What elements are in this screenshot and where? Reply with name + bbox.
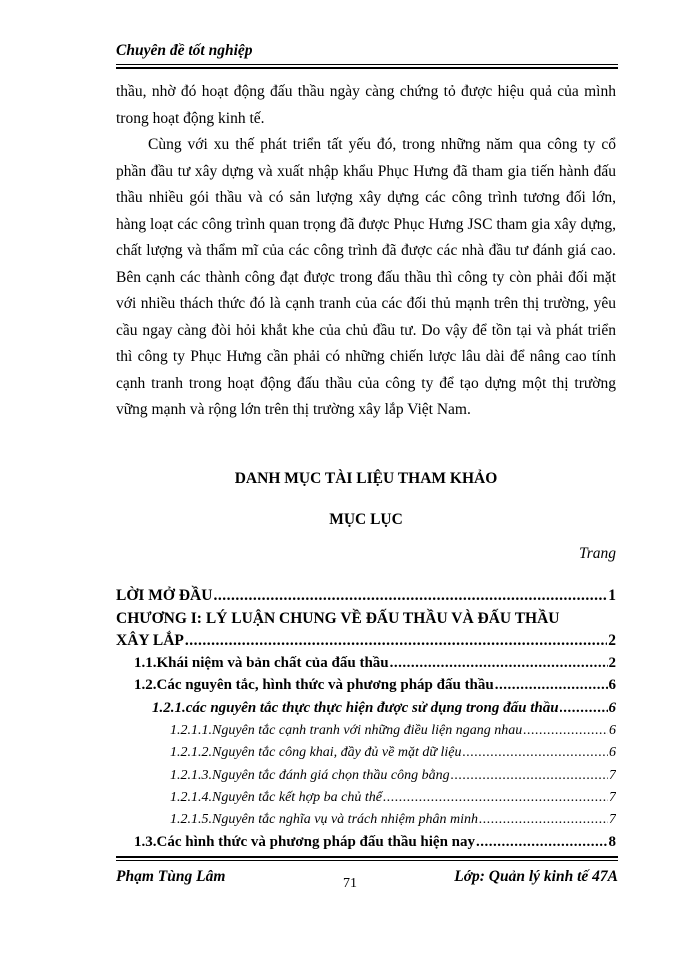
toc-entry-page: 6 bbox=[608, 699, 616, 716]
toc-entry-line1[interactable] bbox=[116, 605, 616, 627]
toc-entry[interactable] bbox=[116, 761, 616, 783]
toc-leader bbox=[462, 745, 608, 761]
toc-entry[interactable] bbox=[116, 650, 616, 672]
toc-entry[interactable] bbox=[116, 717, 616, 739]
toc-entry[interactable] bbox=[116, 628, 616, 650]
header-rule-top bbox=[116, 64, 618, 65]
toc-entry-page: 6 bbox=[609, 745, 616, 761]
toc-entry-page: 1 bbox=[608, 587, 616, 605]
toc-entry-title: 1.2.Các nguyên tắc, hình thức và phương pháp đấu thầu bbox=[134, 677, 494, 694]
toc-entry-title: 1.2.1.5.Nguyên tắc nghĩa vụ và trách nhiệm phân minh bbox=[170, 812, 478, 828]
running-header: Chuyên đề tốt nghiệp bbox=[116, 42, 253, 59]
footer-class: Lớp: Quản lý kinh tế 47A bbox=[454, 868, 618, 885]
toc-leader bbox=[390, 655, 608, 672]
toc-entry[interactable] bbox=[116, 694, 616, 716]
toc-entry[interactable] bbox=[116, 739, 616, 761]
toc-leader bbox=[213, 587, 607, 605]
header-rule-bottom bbox=[116, 67, 618, 69]
toc-entry[interactable] bbox=[116, 828, 616, 850]
paragraph-2: Cùng với xu thế phát triển tất yếu đó, trong những năm qua công ty cổ phần đầu tư xây dựng và xuất nhập khẩu Phục Hưng đã tham gia tiến hành đấu thầu nhiều gói thầu và có sản lượng xây dựng các công trình tương đối lớn, hàng loạt các công trình quan trọng đã được Phục Hưng JSC tham gia xây dựng, chất lượng và thẩm mĩ của các công trình đã được các nhà đầu tư đánh giá cao. Bên cạnh các thành công đạt được trong đấu thầu thì công ty còn phải đối mặt với nhiều thách thức đó là cạnh tranh của các đối thủ mạnh trên thị trường, yêu cầu ngay càng đòi hỏi khắt khe của chủ đầu tư. Do vậy để tồn tại và phát triển thì công ty Phục Hưng cần phải có những chiến lược lâu dài để nâng cao tính cạnh tranh trong hoạt động đấu thầu của công ty để tạo dựng một thị trường vững mạnh và rộng lớn trên thị trường xây lắp Việt Nam. bbox=[116, 136, 616, 418]
toc-entry[interactable] bbox=[116, 806, 616, 828]
footer-rule-bottom bbox=[116, 860, 618, 861]
toc-entry-title: XÂY LẮP bbox=[116, 631, 184, 649]
footer-author: Phạm Tùng Lâm bbox=[116, 868, 226, 885]
toc-leader bbox=[185, 632, 607, 650]
body-text bbox=[116, 79, 616, 424]
toc-entry-title: 1.2.1.1.Nguyên tắc cạnh tranh với những điều liện ngang nhau bbox=[170, 723, 523, 739]
toc-entry-page: 6 bbox=[609, 723, 616, 739]
toc-entry-title: 1.2.1.các nguyên tắc thực thực hiện được sử dụng trong đấu thầu bbox=[152, 699, 559, 716]
toc-entry-title: 1.2.1.4.Nguyên tắc kết hợp ba chủ thể bbox=[170, 789, 382, 805]
toc-entry-title: 1.1.Khái niệm và bản chất của đấu thầu bbox=[134, 655, 389, 672]
toc-entry-title: LỜI MỞ ĐẦU bbox=[116, 587, 213, 605]
contents-heading: MỤC LỤC bbox=[329, 511, 403, 528]
toc-leader bbox=[479, 812, 608, 828]
page-number: 71 bbox=[343, 876, 357, 891]
toc-entry[interactable] bbox=[116, 784, 616, 806]
toc-entry-page: 7 bbox=[609, 812, 616, 828]
footer-rule-top bbox=[116, 856, 618, 858]
toc-entry-title: 1.2.1.2.Nguyên tắc công khai, đầy đủ về mặt dữ liệu bbox=[170, 745, 462, 761]
paragraph-1: thầu, nhờ đó hoạt động đấu thầu ngày càng chứng tỏ được hiệu quả của mình trong hoạt động kinh tế. bbox=[116, 83, 616, 127]
toc-entry[interactable] bbox=[116, 672, 616, 694]
toc-entry-page: 6 bbox=[608, 677, 616, 694]
toc-entry-page: 2 bbox=[608, 631, 616, 649]
toc-leader bbox=[383, 790, 608, 806]
toc-entry-title: 1.2.1.3.Nguyên tắc đánh giá chọn thầu công bằng bbox=[170, 767, 450, 783]
toc-entry-page: 2 bbox=[608, 655, 616, 672]
toc-leader bbox=[523, 723, 608, 739]
toc-leader bbox=[495, 677, 608, 694]
toc-entry-title: 1.3.Các hình thức và phương pháp đấu thầu hiện nay bbox=[134, 833, 476, 850]
toc-entry-title: CHƯƠNG I: LÝ LUẬN CHUNG VỀ ĐẤU THẦU VÀ ĐẤU THẦU bbox=[116, 609, 560, 627]
references-heading: DANH MỤC TÀI LIỆU THAM KHẢO bbox=[234, 470, 498, 487]
page-column-label: Trang bbox=[578, 545, 616, 562]
toc-entry[interactable] bbox=[116, 583, 616, 605]
toc-entry-page: 8 bbox=[608, 833, 616, 850]
table-of-contents bbox=[116, 583, 616, 851]
toc-entry-page: 7 bbox=[609, 767, 616, 783]
toc-leader bbox=[476, 834, 607, 851]
toc-entry-page: 7 bbox=[609, 789, 616, 805]
toc-leader bbox=[451, 768, 608, 784]
toc-leader bbox=[560, 700, 608, 717]
